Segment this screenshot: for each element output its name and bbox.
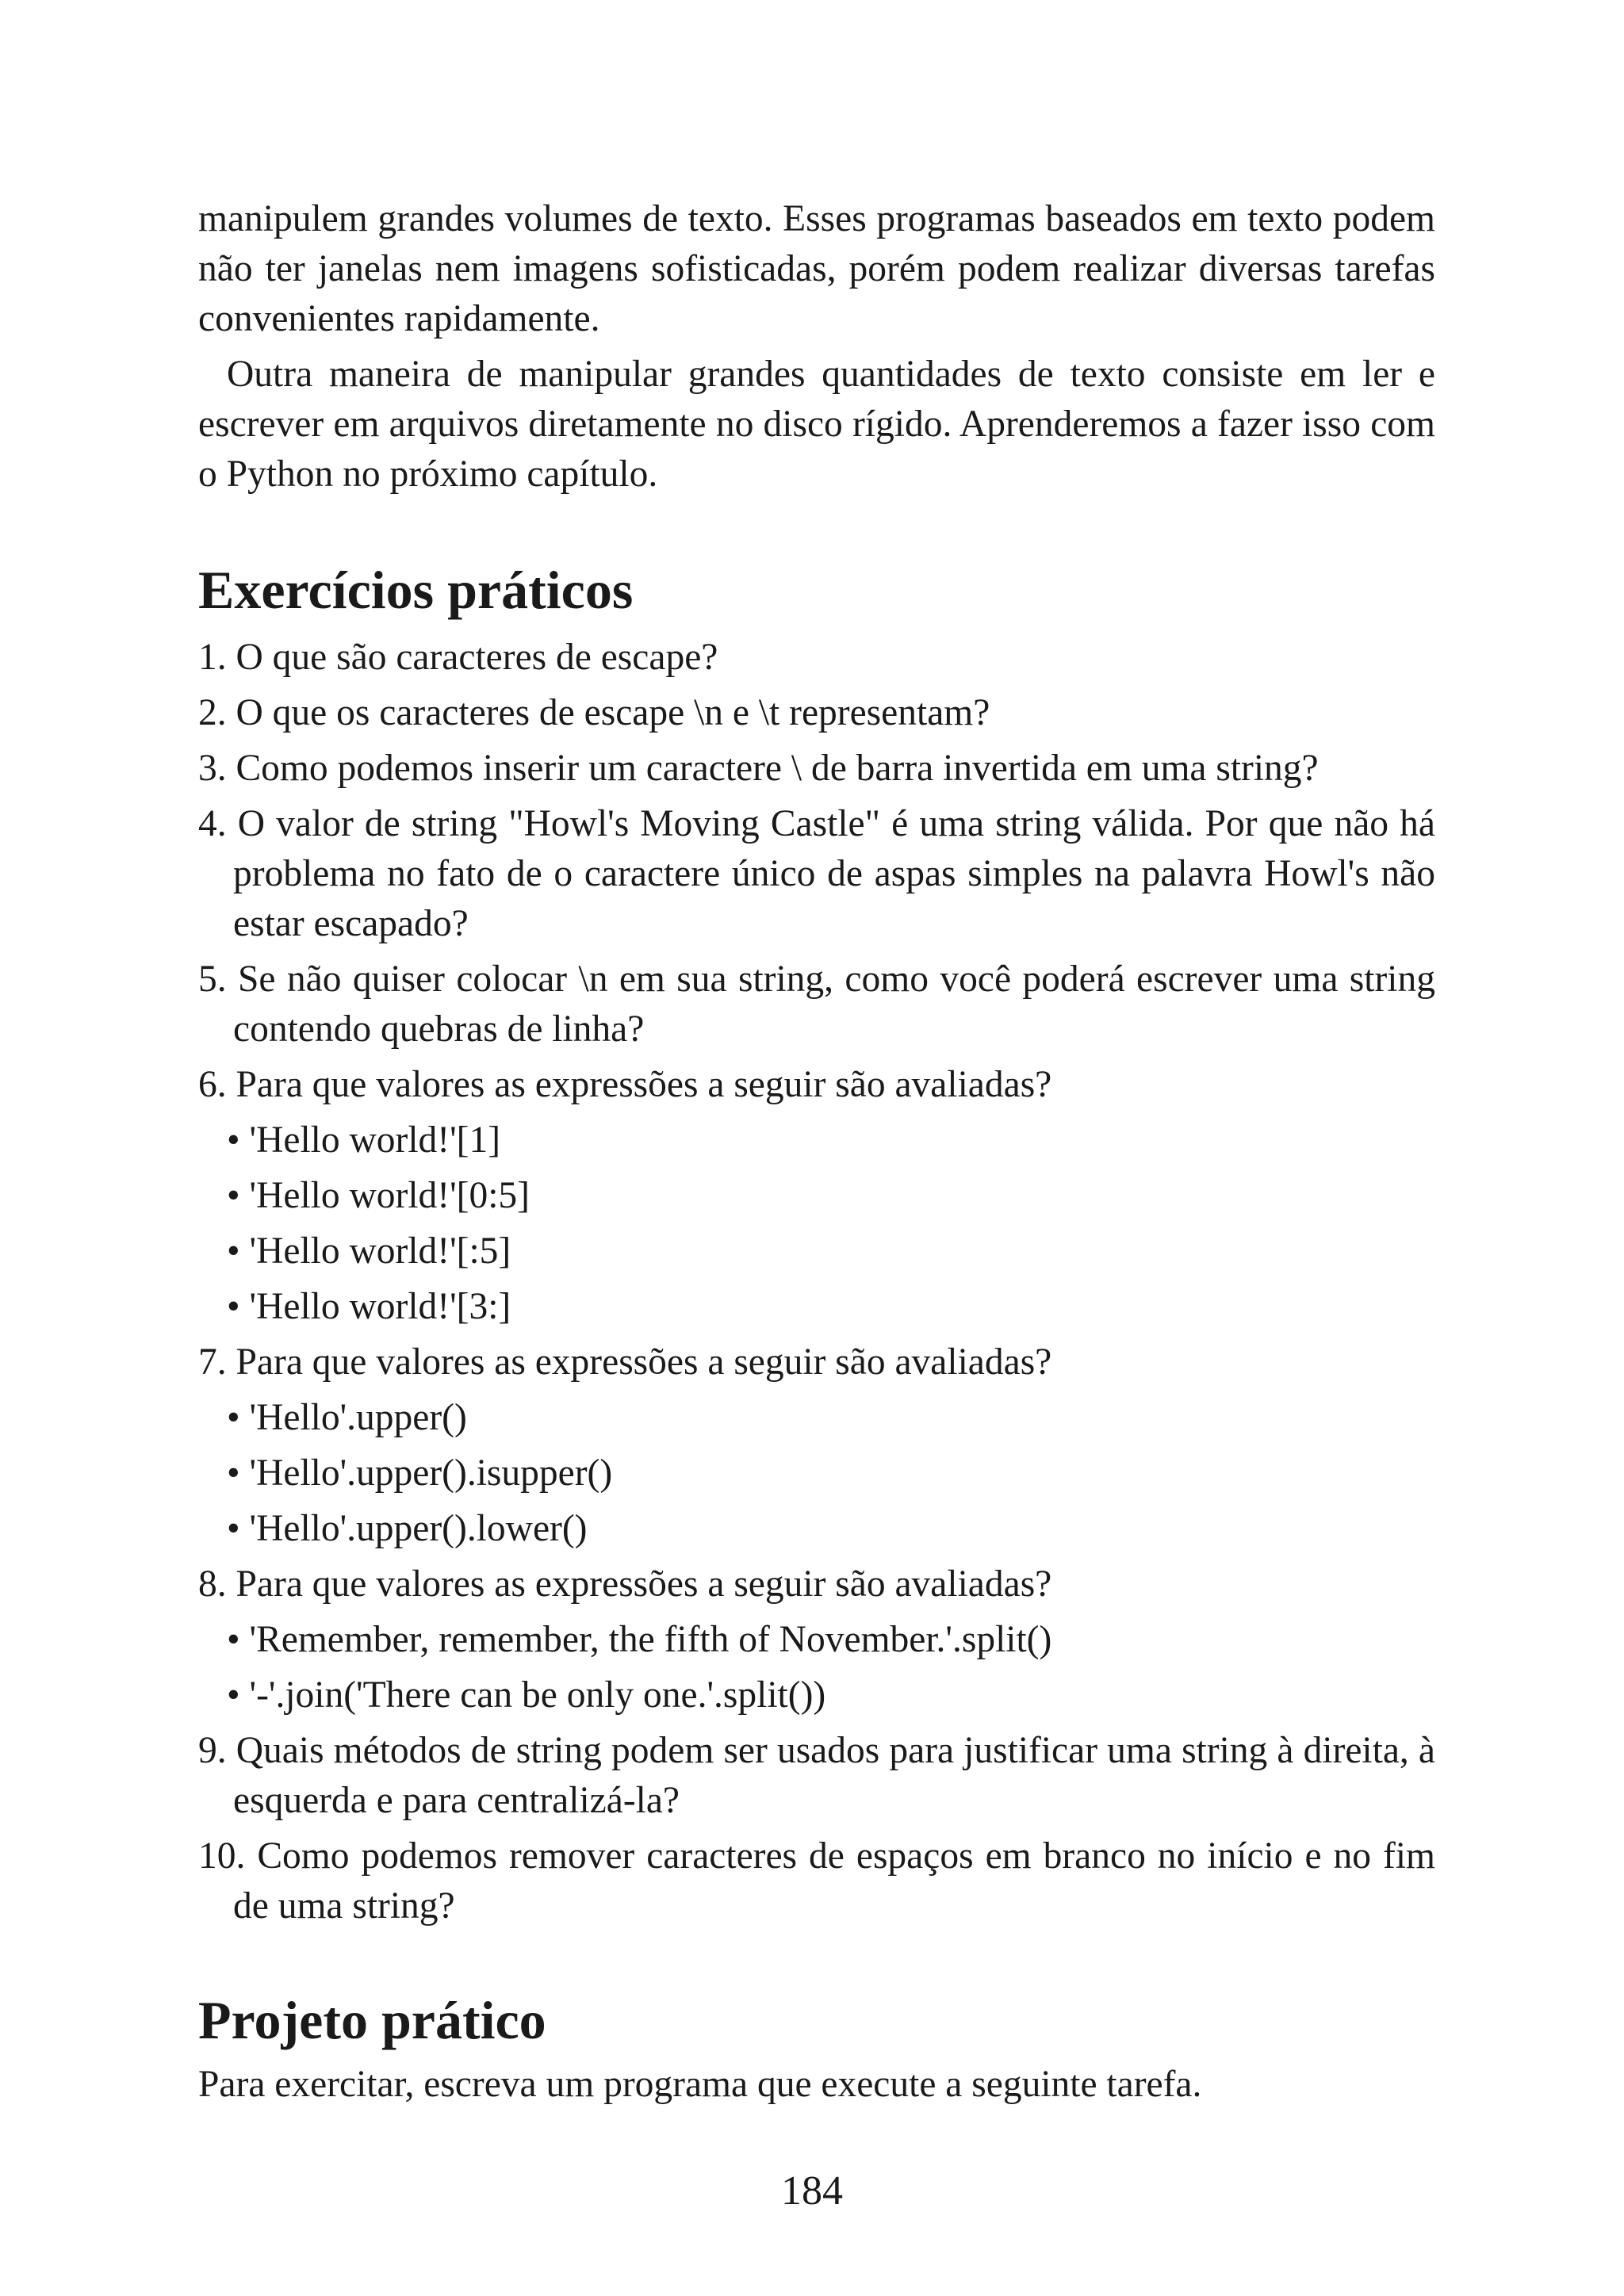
exercise-6-expression: • 'Hello world!'[0:5] bbox=[227, 1175, 530, 1216]
exercise-6-expression: • 'Hello world!'[:5] bbox=[227, 1230, 511, 1272]
intro-paragraph-2: Outra maneira de manipular grandes quantidades de texto consiste em ler e escrever em arquivos diretamente no disco rígido. Aprenderemos a fazer isso com o Python no próximo capítulo. bbox=[198, 354, 1435, 495]
exercises-heading: Exercícios práticos bbox=[198, 560, 634, 620]
intro-paragraph-1: manipulem grandes volumes de texto. Esses programas baseados em texto podem não ter janelas nem imagens sofisticadas, porém podem realizar diversas tarefas convenientes rapidamente. bbox=[198, 198, 1435, 339]
exercise-item-3: 3. Como podemos inserir um caractere \ de barra invertida em uma string? bbox=[198, 748, 1319, 789]
exercise-item-9: 9. Quais métodos de string podem ser usados para justificar uma string à direita, à esquerda e para centralizá-la? bbox=[198, 1730, 1435, 1821]
exercise-item-4: 4. O valor de string "Howl's Moving Castle" é uma string válida. Por que não há problema no fato de o caractere único de aspas simples na palavra Howl's não estar escapado? bbox=[198, 803, 1435, 944]
exercise-list bbox=[198, 633, 1435, 1931]
exercise-6-expression: • 'Hello world!'[1] bbox=[227, 1119, 501, 1161]
page-number: 184 bbox=[781, 2168, 843, 2214]
exercise-item-10: 10. Como podemos remover caracteres de espaços em branco no início e no fim de uma string? bbox=[198, 1835, 1435, 1927]
exercise-item-8: 8. Para que valores as expressões a seguir são avaliadas? bbox=[198, 1563, 1052, 1605]
exercise-8-expression: • 'Remember, remember, the fifth of November.'.split() bbox=[227, 1619, 1052, 1660]
exercise-7-expression: • 'Hello'.upper().lower() bbox=[227, 1508, 588, 1549]
exercise-item-1: 1. O que são caracteres de escape? bbox=[198, 637, 718, 678]
exercise-item-6: 6. Para que valores as expressões a seguir são avaliadas? bbox=[198, 1064, 1052, 1105]
exercise-7-expression: • 'Hello'.upper().isupper() bbox=[227, 1452, 613, 1494]
page-content bbox=[198, 194, 1435, 2110]
exercise-7-expression: • 'Hello'.upper() bbox=[227, 1397, 467, 1438]
exercise-8-expression: • '-'.join('There can be only one.'.split()) bbox=[227, 1674, 826, 1716]
project-paragraph: Para exercitar, escreva um programa que execute a seguinte tarefa. bbox=[198, 2064, 1202, 2105]
exercise-item-2: 2. O que os caracteres de escape \n e \t representam? bbox=[198, 692, 990, 733]
project-heading: Projeto prático bbox=[198, 1990, 546, 2050]
exercise-item-5: 5. Se não quiser colocar \n em sua string, como você poderá escrever uma string contendo quebras de linha? bbox=[198, 959, 1435, 1050]
exercise-6-expression: • 'Hello world!'[3:] bbox=[227, 1286, 511, 1327]
exercise-item-7: 7. Para que valores as expressões a seguir são avaliadas? bbox=[198, 1341, 1052, 1383]
